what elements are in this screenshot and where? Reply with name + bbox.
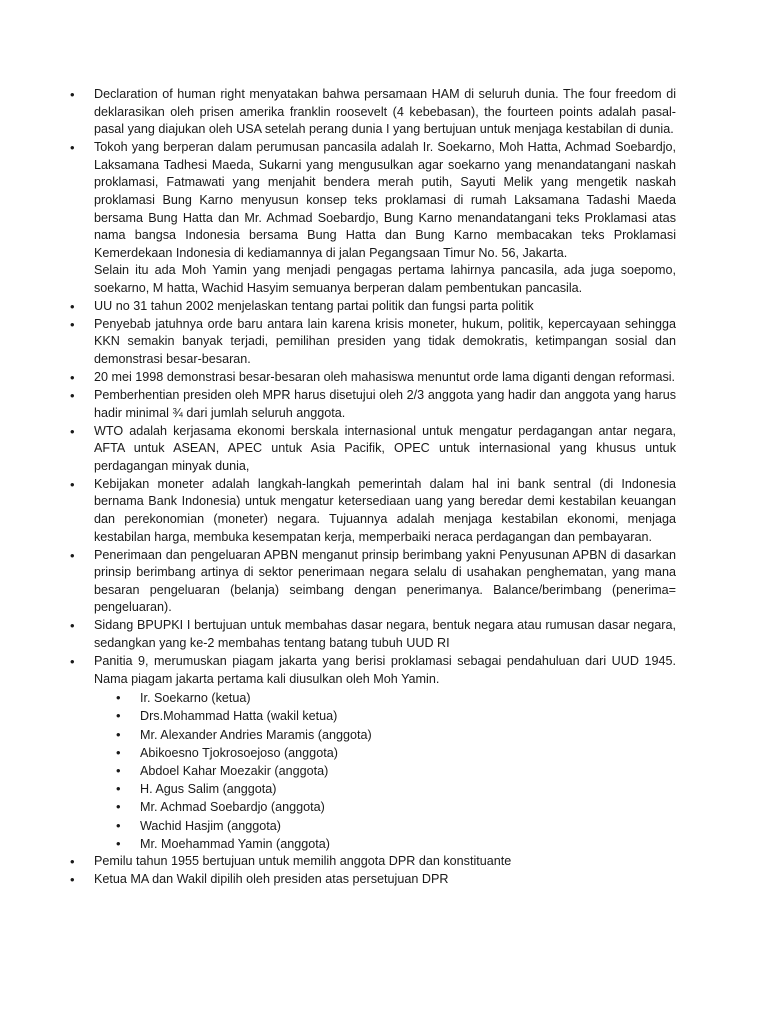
list-item — [70, 369, 676, 387]
item-text: • UU no 31 tahun 2002 menjelaskan tentang partai politik dan fungsi parta politik — [94, 298, 534, 313]
item-text: • 20 mei 1998 demonstrasi besar-besaran oleh mahasiswa menuntut orde lama diganti dengan reformasi. — [94, 370, 676, 385]
member-item: • Drs.Mohammad Hatta (wakil ketua) — [116, 707, 676, 725]
member-item: • Abikoesno Tjokrosoejoso (anggota) — [116, 744, 676, 762]
list-item — [70, 653, 676, 853]
item-text: • WTO adalah kerjasama ekonomi berskala internasional untuk mengatur perdagangan antar negara, AFTA untuk ASEAN, APEC untuk Asia Pacifik, OPEC untuk internasional yang khusus untuk perdagangan minyak dunia, — [94, 423, 676, 473]
member-item: • Mr. Alexander Andries Maramis (anggota) — [116, 726, 676, 744]
continuation-text: Selain itu ada Moh Yamin yang menjadi pengagas pertama lahirnya pancasila, ada juga soepomo, soekarno, M hatta, Wachid Hasyim semuanya berperan dalam pembentukan pancasila. — [94, 263, 676, 295]
member-item: • Wachid Hasjim (anggota) — [116, 817, 676, 835]
item-text: • Pemberhentian presiden oleh MPR harus disetujui oleh 2/3 anggota yang hadir dan anggota yang harus hadir minimal ¾ dari jumlah seluruh anggota. — [94, 388, 676, 420]
list-item — [70, 316, 676, 369]
item-text: • Tokoh yang berperan dalam perumusan pancasila adalah Ir. Soekarno, Moh Hatta, Achmad Soebardjo, Laksamana Tadhesi Maeda, Sukarni yang mengusulkan agar soekarno yang menandatangani naskah proklamasi, Fatmawati yang menjahit bendera merah putih, Sayuti Melik yang mengetik naskah proklamasi Bung Karno menyusun konsep teks proklamasi di rumah Laksamana Tadashi Maeda bersama Bung Hatta dan Mr. Achmad Soebardjo, Bung Karno menandatangani teks Proklamasi atas nama bangsa Indonesia bersama Bung Hatta dan Bung Karno membacakan teks Proklamasi Kemerdekaan Indonesia di kediamannya di jalan Pegangsaan Timur No. 56, Jakarta. — [94, 140, 676, 260]
list-item — [70, 476, 676, 546]
item-text: • Sidang BPUPKI I bertujuan untuk membahas dasar negara, bentuk negara atau rumusan dasar negara, sedangkan yang ke-2 membahas tentang batang tubuh UUD RI — [94, 618, 676, 650]
item-text: • Penyebab jatuhnya orde baru antara lain karena krisis moneter, hukum, politik, kepercayaan sehingga KKN semakin banyak terjadi, pemilihan presiden yang tidak demokratis, ketimpangan sosial dan demonstrasi besar-besaran. — [94, 316, 676, 367]
list-item — [70, 617, 676, 652]
member-item: • Mr. Moehammad Yamin (anggota) — [116, 835, 676, 853]
panitia-members-list — [94, 689, 676, 853]
list-item — [70, 853, 676, 871]
item-text: • Kebijakan moneter adalah langkah-langkah pemerintah dalam hal ini bank sentral (di Indonesia bernama Bank Indonesia) untuk mengatur ketersediaan uang yang beredar demi kestabilan keuangan dan perekonomian (moneter) negara. Tujuannya adalah menjaga kestabilan ekonomi, menjaga kestabilan harga, membuka kesempatan kerja, memperbaiki neraca perdagangan dan pembayaran. — [94, 476, 676, 544]
list-item — [70, 871, 676, 889]
bullet-list — [70, 86, 676, 889]
list-item — [70, 86, 676, 139]
item-text: • Panitia 9, merumuskan piagam jakarta yang berisi proklamasi sebagai pendahuluan dari UUD 1945. Nama piagam jakarta pertama kali diusulkan oleh Moh Yamin. — [94, 653, 676, 686]
member-item: • Mr. Achmad Soebardjo (anggota) — [116, 798, 676, 816]
item-text: • Penerimaan dan pengeluaran APBN menganut prinsip berimbang yakni Penyusunan APBN di dasarkan prinsip berimbang artinya di sektor penerimaan negara selalu di usahakan penghematan, yang mana besaran pengeluaran (belanja) seimbang dengan penerimanya. Balance/berimbang (penerima= pengeluaran). — [94, 547, 676, 615]
member-item: • Ir. Soekarno (ketua) — [116, 689, 676, 707]
member-item: • H. Agus Salim (anggota) — [116, 780, 676, 798]
list-item — [70, 387, 676, 422]
item-text: • Pemilu tahun 1955 bertujuan untuk memilih anggota DPR dan konstituante — [94, 854, 512, 869]
member-item: • Abdoel Kahar Moezakir (anggota) — [116, 762, 676, 780]
item-text: • Declaration of human right menyatakan bahwa persamaan HAM di seluruh dunia. The four freedom di deklarasikan oleh prisen amerika franklin roosevelt (4 kebebasan), the fourteen points adalah pasal-pasal yang diajukan oleh USA setelah perang dunia I yang bertujuan untuk menjaga kestabilan di dunia. — [94, 87, 676, 137]
list-item — [70, 423, 676, 476]
list-item — [70, 139, 676, 297]
item-text: • Ketua MA dan Wakil dipilih oleh presiden atas persetujuan DPR — [94, 872, 449, 887]
list-item — [70, 547, 676, 617]
list-item — [70, 298, 676, 316]
